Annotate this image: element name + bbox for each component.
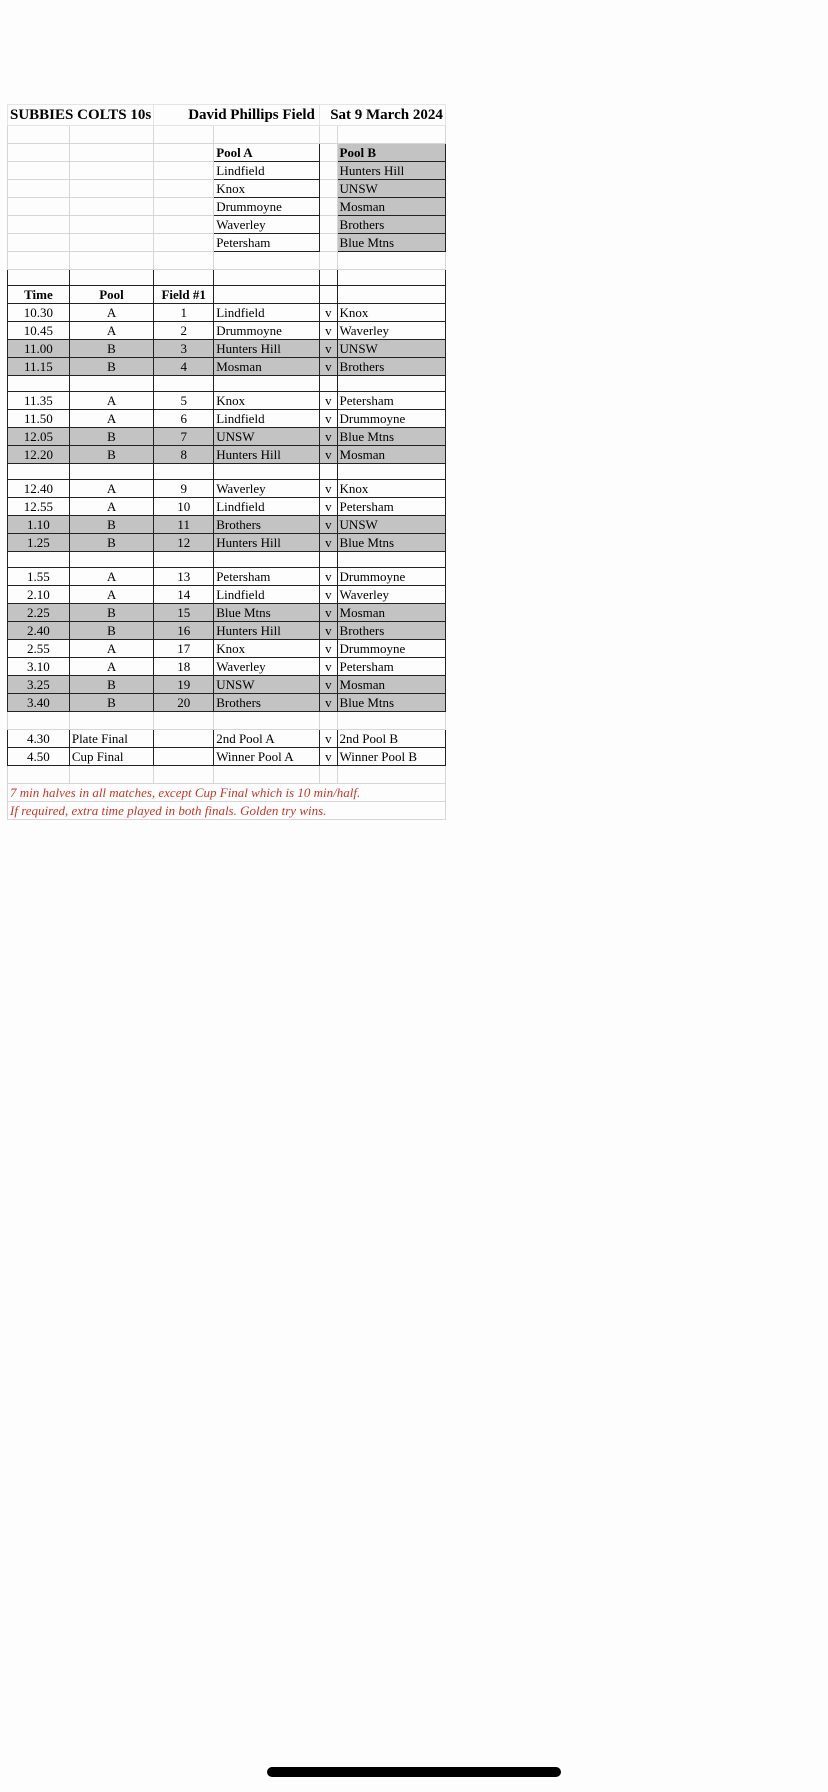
time-header: Time xyxy=(8,286,70,304)
match-number: 13 xyxy=(154,568,214,586)
separator-row xyxy=(8,552,446,568)
pool-a-team: Drummoyne xyxy=(214,198,320,216)
empty-cell xyxy=(154,766,214,784)
empty-cell xyxy=(8,464,70,480)
match-pool: A xyxy=(69,498,153,516)
final-time: 4.50 xyxy=(8,748,70,766)
empty-cell xyxy=(69,464,153,480)
match-number: 3 xyxy=(154,340,214,358)
match-number: 1 xyxy=(154,304,214,322)
note-text: 7 min halves in all matches, except Cup Final which is 10 min/half. xyxy=(8,784,446,802)
match-time: 2.40 xyxy=(8,622,70,640)
match-number: 5 xyxy=(154,392,214,410)
versus-label: v xyxy=(320,694,337,712)
separator-row xyxy=(8,464,446,480)
versus-label: v xyxy=(320,498,337,516)
empty-cell xyxy=(154,730,214,748)
note-row xyxy=(8,784,446,802)
match-pool: B xyxy=(69,694,153,712)
match-time: 1.55 xyxy=(8,568,70,586)
match-time: 2.55 xyxy=(8,640,70,658)
final-row xyxy=(8,730,446,748)
empty-cell xyxy=(8,552,70,568)
match-number: 15 xyxy=(154,604,214,622)
away-team: Blue Mtns xyxy=(337,428,445,446)
match-row xyxy=(8,480,446,498)
empty-cell xyxy=(320,464,337,480)
match-time: 12.40 xyxy=(8,480,70,498)
match-number: 11 xyxy=(154,516,214,534)
match-time: 12.20 xyxy=(8,446,70,464)
column-header-row xyxy=(8,286,446,304)
final-away: 2nd Pool B xyxy=(337,730,445,748)
home-team: UNSW xyxy=(214,676,320,694)
match-pool: B xyxy=(69,340,153,358)
home-team: Hunters Hill xyxy=(214,446,320,464)
pool-b-team: Brothers xyxy=(337,216,445,234)
match-row xyxy=(8,534,446,552)
home-team: Petersham xyxy=(214,568,320,586)
match-pool: B xyxy=(69,534,153,552)
pool-header-row xyxy=(8,144,446,162)
empty-cell xyxy=(69,552,153,568)
match-number: 14 xyxy=(154,586,214,604)
match-row xyxy=(8,658,446,676)
home-indicator xyxy=(267,1767,561,1777)
versus-label: v xyxy=(320,516,337,534)
versus-label: v xyxy=(320,480,337,498)
pool-team-row xyxy=(8,198,446,216)
match-row xyxy=(8,568,446,586)
versus-label: v xyxy=(320,428,337,446)
match-number: 17 xyxy=(154,640,214,658)
match-time: 12.55 xyxy=(8,498,70,516)
note-row xyxy=(8,802,446,820)
venue: David Phillips Field xyxy=(154,105,320,126)
match-pool: A xyxy=(69,568,153,586)
match-time: 3.40 xyxy=(8,694,70,712)
away-team: Mosman xyxy=(337,676,445,694)
match-number: 10 xyxy=(154,498,214,516)
pool-a-team: Lindfield xyxy=(214,162,320,180)
match-number: 18 xyxy=(154,658,214,676)
versus-label: v xyxy=(320,340,337,358)
match-row xyxy=(8,392,446,410)
match-pool: A xyxy=(69,658,153,676)
away-team: UNSW xyxy=(337,516,445,534)
away-team: Mosman xyxy=(337,446,445,464)
schedule-table xyxy=(7,104,446,820)
empty-cell xyxy=(8,376,70,392)
match-row xyxy=(8,358,446,376)
match-time: 11.50 xyxy=(8,410,70,428)
pool-a-label: Pool A xyxy=(214,144,320,162)
match-number: 20 xyxy=(154,694,214,712)
match-time: 1.25 xyxy=(8,534,70,552)
empty-cell xyxy=(337,552,445,568)
versus-label: v xyxy=(320,730,337,748)
home-team: Waverley xyxy=(214,658,320,676)
blank-row xyxy=(8,270,446,286)
empty-cell xyxy=(320,552,337,568)
empty-cell xyxy=(154,464,214,480)
versus-label: v xyxy=(320,676,337,694)
match-row xyxy=(8,410,446,428)
empty-cell xyxy=(69,766,153,784)
home-team: Knox xyxy=(214,640,320,658)
match-time: 10.45 xyxy=(8,322,70,340)
match-number: 7 xyxy=(154,428,214,446)
versus-label: v xyxy=(320,622,337,640)
empty-cell xyxy=(337,376,445,392)
match-row xyxy=(8,322,446,340)
pool-team-row xyxy=(8,180,446,198)
match-pool: A xyxy=(69,322,153,340)
match-row xyxy=(8,428,446,446)
match-pool: B xyxy=(69,676,153,694)
home-team: Hunters Hill xyxy=(214,534,320,552)
match-pool: B xyxy=(69,622,153,640)
match-pool: B xyxy=(69,446,153,464)
match-row xyxy=(8,586,446,604)
empty-cell xyxy=(214,712,320,730)
home-team: Waverley xyxy=(214,480,320,498)
home-team: Lindfield xyxy=(214,498,320,516)
blank-row xyxy=(8,712,446,730)
empty-cell xyxy=(214,552,320,568)
match-row xyxy=(8,304,446,322)
home-team: Brothers xyxy=(214,516,320,534)
pool-b-team: UNSW xyxy=(337,180,445,198)
home-team: Lindfield xyxy=(214,586,320,604)
match-number: 2 xyxy=(154,322,214,340)
away-team: Blue Mtns xyxy=(337,534,445,552)
away-team: UNSW xyxy=(337,340,445,358)
home-team: Mosman xyxy=(214,358,320,376)
versus-label: v xyxy=(320,640,337,658)
pool-a-team: Petersham xyxy=(214,234,320,252)
empty-cell xyxy=(337,766,445,784)
pool-b-team: Mosman xyxy=(337,198,445,216)
away-team: Drummoyne xyxy=(337,568,445,586)
match-row xyxy=(8,498,446,516)
match-pool: A xyxy=(69,640,153,658)
final-name: Cup Final xyxy=(69,748,153,766)
schedule-sheet xyxy=(7,104,446,820)
versus-label: v xyxy=(320,748,337,766)
final-away: Winner Pool B xyxy=(337,748,445,766)
home-team: Hunters Hill xyxy=(214,340,320,358)
sheet-title: SUBBIES COLTS 10s xyxy=(8,105,154,126)
empty-cell xyxy=(69,376,153,392)
match-time: 3.10 xyxy=(8,658,70,676)
empty-cell xyxy=(214,464,320,480)
match-pool: A xyxy=(69,392,153,410)
field-header: Field #1 xyxy=(154,286,214,304)
match-pool: B xyxy=(69,516,153,534)
empty-cell xyxy=(154,376,214,392)
match-pool: A xyxy=(69,480,153,498)
pool-b-team: Hunters Hill xyxy=(337,162,445,180)
versus-label: v xyxy=(320,322,337,340)
match-row xyxy=(8,516,446,534)
match-time: 2.10 xyxy=(8,586,70,604)
match-row xyxy=(8,340,446,358)
away-team: Knox xyxy=(337,480,445,498)
note-text: If required, extra time played in both finals. Golden try wins. xyxy=(8,802,446,820)
away-team: Blue Mtns xyxy=(337,694,445,712)
final-row xyxy=(8,748,446,766)
match-number: 4 xyxy=(154,358,214,376)
match-pool: B xyxy=(69,604,153,622)
home-team: UNSW xyxy=(214,428,320,446)
final-time: 4.30 xyxy=(8,730,70,748)
away-team: Drummoyne xyxy=(337,410,445,428)
versus-label: v xyxy=(320,534,337,552)
empty-cell xyxy=(320,766,337,784)
empty-cell xyxy=(154,748,214,766)
versus-label: v xyxy=(320,658,337,676)
match-row xyxy=(8,446,446,464)
versus-label: v xyxy=(320,392,337,410)
match-number: 19 xyxy=(154,676,214,694)
empty-cell xyxy=(69,712,153,730)
home-team: Hunters Hill xyxy=(214,622,320,640)
match-pool: A xyxy=(69,410,153,428)
match-number: 6 xyxy=(154,410,214,428)
title-row xyxy=(8,105,446,126)
versus-label: v xyxy=(320,304,337,322)
final-name: Plate Final xyxy=(69,730,153,748)
match-time: 10.30 xyxy=(8,304,70,322)
match-time: 3.25 xyxy=(8,676,70,694)
versus-label: v xyxy=(320,568,337,586)
empty-cell xyxy=(8,712,70,730)
match-number: 9 xyxy=(154,480,214,498)
empty-cell xyxy=(320,376,337,392)
versus-label: v xyxy=(320,358,337,376)
match-time: 12.05 xyxy=(8,428,70,446)
away-team: Mosman xyxy=(337,604,445,622)
match-time: 2.25 xyxy=(8,604,70,622)
empty-cell xyxy=(320,712,337,730)
match-number: 16 xyxy=(154,622,214,640)
match-time: 1.10 xyxy=(8,516,70,534)
match-row xyxy=(8,604,446,622)
home-team: Drummoyne xyxy=(214,322,320,340)
empty-cell xyxy=(337,464,445,480)
match-row xyxy=(8,676,446,694)
empty-cell xyxy=(337,712,445,730)
home-team: Lindfield xyxy=(214,410,320,428)
pool-b-team: Blue Mtns xyxy=(337,234,445,252)
empty-cell xyxy=(214,766,320,784)
match-time: 11.15 xyxy=(8,358,70,376)
blank-row xyxy=(8,252,446,270)
versus-label: v xyxy=(320,586,337,604)
match-pool: A xyxy=(69,586,153,604)
away-team: Waverley xyxy=(337,322,445,340)
pool-team-row xyxy=(8,234,446,252)
away-team: Brothers xyxy=(337,622,445,640)
home-team: Blue Mtns xyxy=(214,604,320,622)
final-home: 2nd Pool A xyxy=(214,730,320,748)
versus-label: v xyxy=(320,410,337,428)
home-team: Lindfield xyxy=(214,304,320,322)
pool-team-row xyxy=(8,162,446,180)
away-team: Petersham xyxy=(337,392,445,410)
match-time: 11.00 xyxy=(8,340,70,358)
match-time: 11.35 xyxy=(8,392,70,410)
match-row xyxy=(8,640,446,658)
away-team: Petersham xyxy=(337,658,445,676)
away-team: Knox xyxy=(337,304,445,322)
empty-cell xyxy=(154,552,214,568)
event-date: Sat 9 March 2024 xyxy=(320,105,446,126)
away-team: Petersham xyxy=(337,498,445,516)
match-number: 12 xyxy=(154,534,214,552)
match-row xyxy=(8,694,446,712)
pool-b-label: Pool B xyxy=(337,144,445,162)
away-team: Waverley xyxy=(337,586,445,604)
final-home: Winner Pool A xyxy=(214,748,320,766)
pool-a-team: Knox xyxy=(214,180,320,198)
home-team: Knox xyxy=(214,392,320,410)
pool-header: Pool xyxy=(69,286,153,304)
home-team: Brothers xyxy=(214,694,320,712)
pool-a-team: Waverley xyxy=(214,216,320,234)
versus-label: v xyxy=(320,446,337,464)
away-team: Brothers xyxy=(337,358,445,376)
match-number: 8 xyxy=(154,446,214,464)
match-pool: B xyxy=(69,358,153,376)
match-row xyxy=(8,622,446,640)
match-pool: B xyxy=(69,428,153,446)
away-team: Drummoyne xyxy=(337,640,445,658)
pool-team-row xyxy=(8,216,446,234)
versus-label: v xyxy=(320,604,337,622)
blank-row xyxy=(8,126,446,144)
empty-cell xyxy=(154,712,214,730)
separator-row xyxy=(8,376,446,392)
empty-cell xyxy=(8,766,70,784)
empty-cell xyxy=(214,376,320,392)
blank-row xyxy=(8,766,446,784)
match-pool: A xyxy=(69,304,153,322)
